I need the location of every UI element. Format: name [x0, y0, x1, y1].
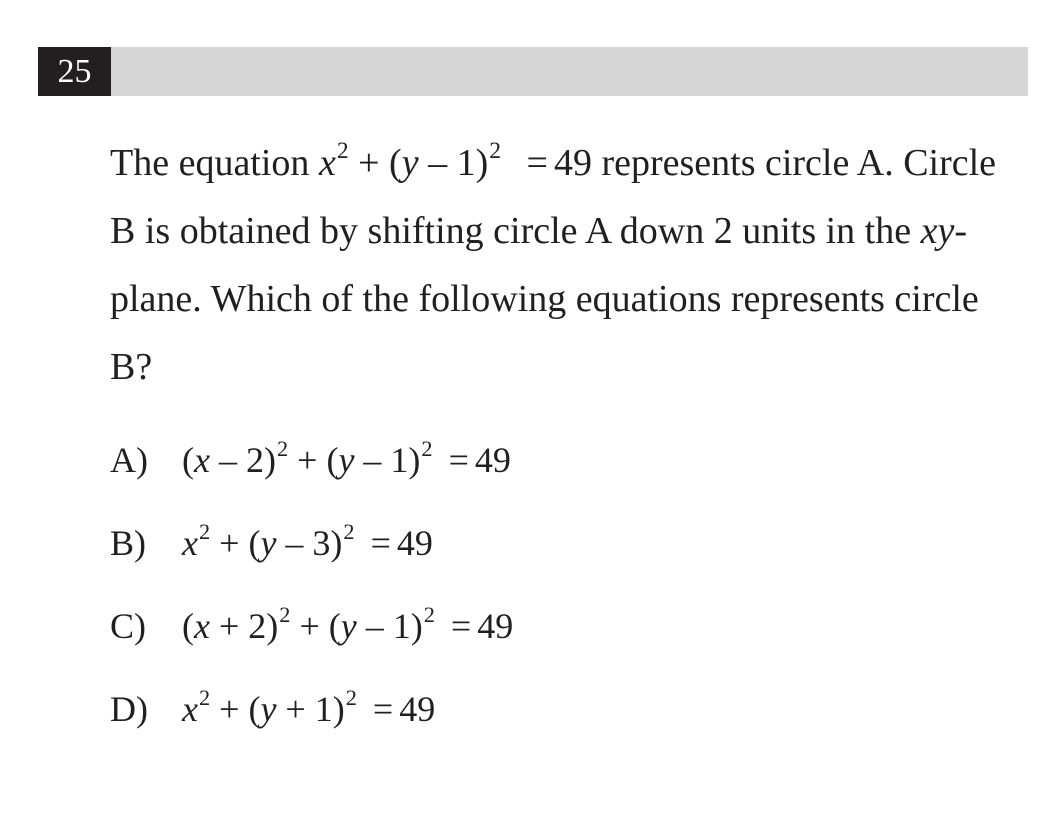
exponent: 2: [345, 684, 357, 710]
var-x: x: [194, 606, 210, 646]
choice-equation: [182, 518, 433, 563]
question-number: 25: [38, 47, 111, 96]
answer-choices: [110, 423, 1010, 755]
exponent: 2: [198, 684, 211, 710]
term: – 2): [209, 440, 276, 480]
paren: (: [182, 606, 194, 646]
choice-letter: A): [110, 440, 148, 480]
exponent: 2: [279, 601, 291, 627]
stem-var-y: y: [401, 142, 419, 184]
equals: =: [448, 440, 469, 480]
paren: (: [182, 440, 194, 480]
stem-rhs: 49: [553, 142, 592, 184]
var-y: y: [260, 523, 277, 563]
term: + 1): [276, 689, 345, 729]
stem-text-1: The equation: [110, 142, 319, 184]
choice-a[interactable]: [110, 423, 1010, 506]
equals: =: [372, 689, 394, 729]
choice-d[interactable]: [110, 672, 1010, 755]
choice-letter: B): [110, 523, 146, 563]
plus: + (: [290, 606, 341, 646]
plus: + (: [210, 523, 261, 563]
plus: + (: [210, 689, 261, 729]
term: – 3): [276, 523, 343, 563]
rhs: 49: [399, 689, 436, 729]
choice-equation: [182, 684, 436, 729]
stem-var-xy: xy: [920, 210, 955, 252]
choice-equation: [182, 435, 511, 480]
exponent: 2: [276, 435, 289, 461]
var-x: x: [182, 523, 198, 563]
rhs: 49: [396, 523, 433, 563]
var-y: y: [340, 606, 357, 646]
choice-b[interactable]: [110, 506, 1010, 589]
rhs: 49: [477, 606, 514, 646]
stem-paren-open: (: [389, 142, 402, 184]
stem-exponent-x: 2: [336, 138, 349, 165]
exponent: 2: [423, 601, 435, 627]
term: – 1): [354, 440, 421, 480]
stem-text-2: represents circle A. Circle B is obtained by shifting circle A down 2 units in the: [110, 142, 997, 252]
stem-var-x: x: [318, 142, 336, 184]
question-stem: [110, 129, 1030, 401]
equals: =: [370, 523, 391, 563]
plus: + (: [288, 440, 339, 480]
exponent: 2: [421, 435, 433, 461]
choice-c[interactable]: [110, 589, 1010, 672]
equals: =: [450, 606, 472, 646]
var-y: y: [338, 440, 355, 480]
stem-plus: +: [358, 142, 380, 184]
stem-minus-one: – 1): [428, 142, 489, 184]
choice-equation: [182, 601, 514, 646]
var-x: x: [182, 689, 198, 729]
term: – 1): [356, 606, 423, 646]
question-header-bar: [38, 47, 1028, 96]
choice-letter: D): [110, 689, 148, 729]
stem-exponent-y: 2: [489, 138, 501, 165]
rhs: 49: [474, 440, 511, 480]
exponent: 2: [198, 518, 211, 544]
choice-letter: C): [110, 606, 146, 646]
var-x: x: [194, 440, 210, 480]
exponent: 2: [343, 518, 355, 544]
stem-text-3: -plane. Which of the following equations represents circle B?: [110, 210, 979, 388]
term: + 2): [209, 606, 279, 646]
var-y: y: [260, 689, 277, 729]
stem-equals: =: [526, 142, 548, 184]
